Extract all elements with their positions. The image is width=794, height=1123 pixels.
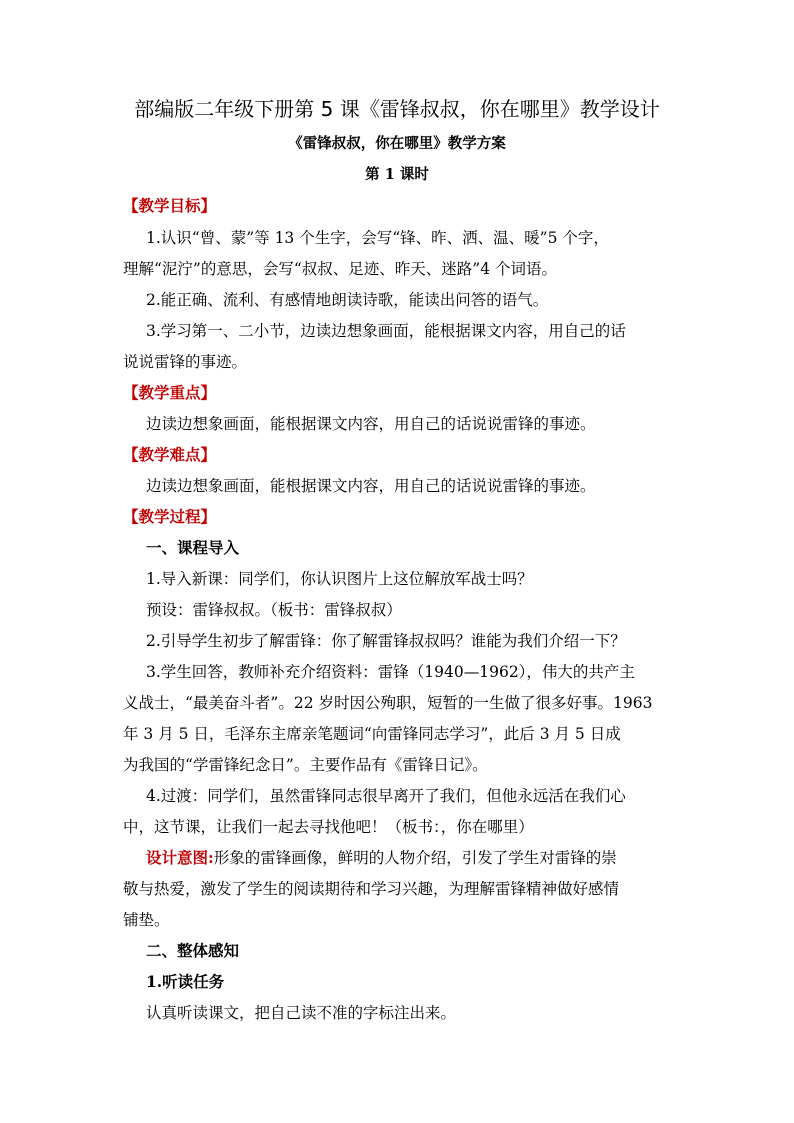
process-line: 1.导入新课：同学们，你认识图片上这位解放军战士吗？ — [146, 570, 533, 588]
process-line: 中，这节课，让我们一起去寻找他吧！（板书：，你在哪里） — [123, 818, 534, 836]
objective-line: 说说雷锋的事迹。 — [123, 353, 248, 371]
objective-line: 3.学习第一、二小节，边读边想象画面，能根据课文内容，用自己的话 — [146, 322, 626, 340]
section2-title: 二、整体感知 — [146, 941, 240, 960]
process-line: 为我国的“学雷锋纪念日”。主要作品有《雷锋日记》。 — [123, 756, 488, 774]
difficult-points-text: 边读边想象画面，能根据课文内容，用自己的话说说雷锋的事迹。 — [146, 477, 596, 495]
objectives-heading: 【教学目标】 — [123, 196, 217, 215]
design-intent-line: 敬与热爱，激发了学生的阅读期待和学习兴趣，为理解雷锋精神做好感情 — [123, 880, 620, 898]
process-line: 3.学生回答，教师补充介绍资料：雷锋（1940—1962），伟大的共产主 — [146, 663, 635, 681]
design-intent-label: 设计意图: — [146, 848, 214, 867]
process-heading: 【教学过程】 — [123, 507, 217, 526]
objective-line: 1.认识“曾、蒙”等 13 个生字，会写“锋、昨、洒、温、暖”5 个字， — [146, 229, 609, 247]
design-intent-line: 铺垫。 — [123, 911, 170, 929]
design-intent-paragraph — [146, 848, 617, 868]
process-line: 义战士，“最美奋斗者”。22 岁时因公殉职，短暂的一生做了很多好事。1963 — [123, 694, 653, 712]
process-line: 预设：雷锋叔叔。（板书：雷锋叔叔） — [146, 601, 402, 619]
task-text: 认真听读课文，把自己读不准的字标注出来。 — [146, 1004, 457, 1022]
process-line: 年 3 月 5 日，毛泽东主席亲笔题词“向雷锋同志学习”，此后 3 月 5 日成 — [123, 725, 621, 743]
key-points-heading: 【教学重点】 — [123, 383, 217, 402]
design-intent-text: 形象的雷锋画像，鲜明的人物介绍，引发了学生对雷锋的崇 — [213, 849, 617, 867]
difficult-points-heading: 【教学难点】 — [123, 445, 217, 464]
task-title: 1.听读任务 — [146, 972, 225, 991]
key-points-text: 边读边想象画面，能根据课文内容，用自己的话说说雷锋的事迹。 — [146, 415, 596, 433]
process-line: 4.过渡：同学们，虽然雷锋同志很早离开了我们，但他永远活在我们心 — [146, 787, 626, 805]
objective-line: 理解“泥泞”的意思，会写“叔叔、足迹、昨天、迷路”4 个词语。 — [123, 260, 557, 278]
lesson-label: 第 1 课时 — [365, 166, 429, 183]
objective-line: 2.能正确、流利、有感情地朗读诗歌，能读出问答的语气。 — [146, 291, 549, 309]
section1-title: 一、课程导入 — [146, 538, 240, 557]
plan-title: 《雷锋叔叔，你在哪里》教学方案 — [288, 135, 506, 152]
document-title: 部编版二年级下册第 5 课《雷锋叔叔，你在哪里》教学设计 — [134, 97, 660, 121]
process-line: 2.引导学生初步了解雷锋：你了解雷锋叔叔吗？谁能为我们介绍一下？ — [146, 632, 626, 650]
